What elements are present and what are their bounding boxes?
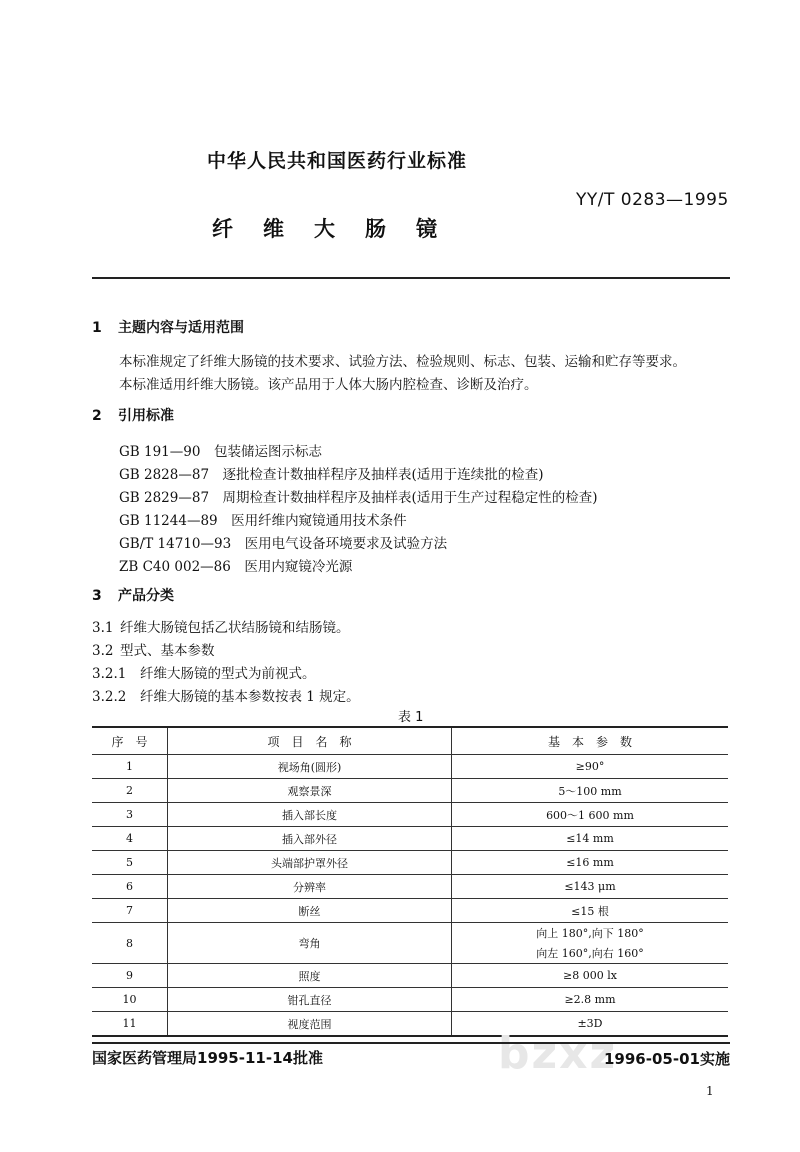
reference-code: GB/T 14710—93 xyxy=(119,536,232,552)
reference-item xyxy=(119,486,598,506)
section-title: 主题内容与适用范围 xyxy=(118,320,244,336)
section-number: 1 xyxy=(92,320,102,336)
cell-item: 插入部长度 xyxy=(168,803,452,827)
cell-no: 8 xyxy=(92,923,168,964)
section-1-paragraph-1: 本标准规定了纤维大肠镜的技术要求、试验方法、检验规则、标志、包装、运输和贮存等要求。 xyxy=(119,354,686,370)
cell-value: ≤14 mm xyxy=(452,827,729,851)
table-caption: 表 1 xyxy=(398,710,424,725)
section-1-heading xyxy=(92,317,244,337)
clause-text: 纤维大肠镜的型式为前视式。 xyxy=(140,666,316,682)
reference-item xyxy=(119,463,544,483)
cell-value: ≥2.8 mm xyxy=(452,988,729,1012)
cell-value: ≤143 μm xyxy=(452,875,729,899)
watermark: bzxz xyxy=(498,1028,618,1079)
clause-text: 纤维大肠镜包括乙状结肠镜和结肠镜。 xyxy=(120,620,350,636)
clause-item xyxy=(92,639,215,659)
table-row xyxy=(92,779,728,803)
cell-value: ≤16 mm xyxy=(452,851,729,875)
cell-value: ≥90° xyxy=(452,755,729,779)
parameters-table xyxy=(92,726,728,1037)
cell-no: 5 xyxy=(92,851,168,875)
section-3-heading xyxy=(92,585,174,605)
reference-code: GB 191—90 xyxy=(119,444,201,460)
table-row xyxy=(92,988,728,1012)
table-row xyxy=(92,899,728,923)
standard-code: YY/T 0283—1995 xyxy=(576,190,729,210)
cell-no: 7 xyxy=(92,899,168,923)
reference-item xyxy=(119,555,352,575)
section-number: 2 xyxy=(92,408,102,424)
clause-item xyxy=(92,616,350,636)
cell-item: 插入部外径 xyxy=(168,827,452,851)
cell-value: ±3D xyxy=(452,1012,729,1037)
reference-desc: 周期检查计数抽样程序及抽样表(适用于生产过程稳定性的检查) xyxy=(222,490,598,506)
approval-date: 国家医药管理局1995-11-14批准 xyxy=(92,1049,323,1067)
cell-value: 600～1 600 mm xyxy=(452,803,729,827)
table-header-row xyxy=(92,727,728,755)
cell-no: 6 xyxy=(92,875,168,899)
table-row xyxy=(92,875,728,899)
cell-item: 视场角(圆形) xyxy=(168,755,452,779)
cell-value xyxy=(452,923,729,964)
cell-item: 钳孔直径 xyxy=(168,988,452,1012)
header-item: 项 目 名 称 xyxy=(168,727,452,755)
cell-item: 断丝 xyxy=(168,899,452,923)
cell-value: 5～100 mm xyxy=(452,779,729,803)
cell-value: ≥8 000 lx xyxy=(452,964,729,988)
reference-item xyxy=(119,440,322,460)
table-row xyxy=(92,755,728,779)
clause-text: 型式、基本参数 xyxy=(120,643,215,659)
footer-divider xyxy=(92,1042,730,1044)
header-value: 基 本 参 数 xyxy=(452,727,729,755)
cell-no: 11 xyxy=(92,1012,168,1037)
document-title: 纤维大肠镜 xyxy=(212,217,467,241)
reference-desc: 医用电气设备环境要求及试验方法 xyxy=(244,536,448,552)
table-row xyxy=(92,851,728,875)
clause-text: 纤维大肠镜的基本参数按表 1 规定。 xyxy=(140,689,360,705)
cell-no: 9 xyxy=(92,964,168,988)
cell-item: 头端部护罩外径 xyxy=(168,851,452,875)
effective-date: 1996-05-01实施 xyxy=(604,1050,730,1068)
reference-code: GB 2828—87 xyxy=(119,467,210,483)
cell-no: 2 xyxy=(92,779,168,803)
issuing-authority: 中华人民共和国医药行业标准 xyxy=(207,150,468,172)
reference-item xyxy=(119,509,407,529)
section-2-heading xyxy=(92,405,174,425)
cell-item: 分辨率 xyxy=(168,875,452,899)
cell-value: ≤15 根 xyxy=(452,899,729,923)
clause-number: 3.2 xyxy=(92,643,114,659)
cell-no: 3 xyxy=(92,803,168,827)
clause-item xyxy=(92,685,360,705)
section-title: 引用标准 xyxy=(118,408,174,424)
page-number: 1 xyxy=(706,1084,714,1098)
cell-no: 4 xyxy=(92,827,168,851)
clause-item xyxy=(92,662,316,682)
reference-item xyxy=(119,532,447,552)
cell-item: 观察景深 xyxy=(168,779,452,803)
reference-code: GB 11244—89 xyxy=(119,513,218,529)
reference-code: GB 2829—87 xyxy=(119,490,210,506)
clause-number: 3.1 xyxy=(92,620,114,636)
cell-item: 照度 xyxy=(168,964,452,988)
section-title: 产品分类 xyxy=(118,588,174,604)
cell-value-line: 向左 160°,向右 160° xyxy=(536,947,644,960)
reference-code: ZB C40 002—86 xyxy=(119,559,231,575)
cell-no: 10 xyxy=(92,988,168,1012)
table-row xyxy=(92,923,728,964)
header-no: 序 号 xyxy=(92,727,168,755)
reference-desc: 包装储运图示标志 xyxy=(213,444,322,460)
header-divider xyxy=(92,277,730,279)
cell-no: 1 xyxy=(92,755,168,779)
reference-desc: 医用内窥镜冷光源 xyxy=(244,559,353,575)
table-row xyxy=(92,1012,728,1037)
cell-item: 弯角 xyxy=(168,923,452,964)
table-row xyxy=(92,827,728,851)
clause-number: 3.2.1 xyxy=(92,666,127,682)
cell-item: 视度范围 xyxy=(168,1012,452,1037)
reference-desc: 医用纤维内窥镜通用技术条件 xyxy=(231,513,407,529)
table-row xyxy=(92,803,728,827)
reference-desc: 逐批检查计数抽样程序及抽样表(适用于连续批的检查) xyxy=(222,467,544,483)
cell-value-line: 向上 180°,向下 180° xyxy=(536,927,644,940)
table-row xyxy=(92,964,728,988)
section-1-paragraph-2: 本标准适用纤维大肠镜。该产品用于人体大肠内腔检查、诊断及治疗。 xyxy=(119,377,538,393)
section-number: 3 xyxy=(92,588,102,604)
clause-number: 3.2.2 xyxy=(92,689,127,705)
